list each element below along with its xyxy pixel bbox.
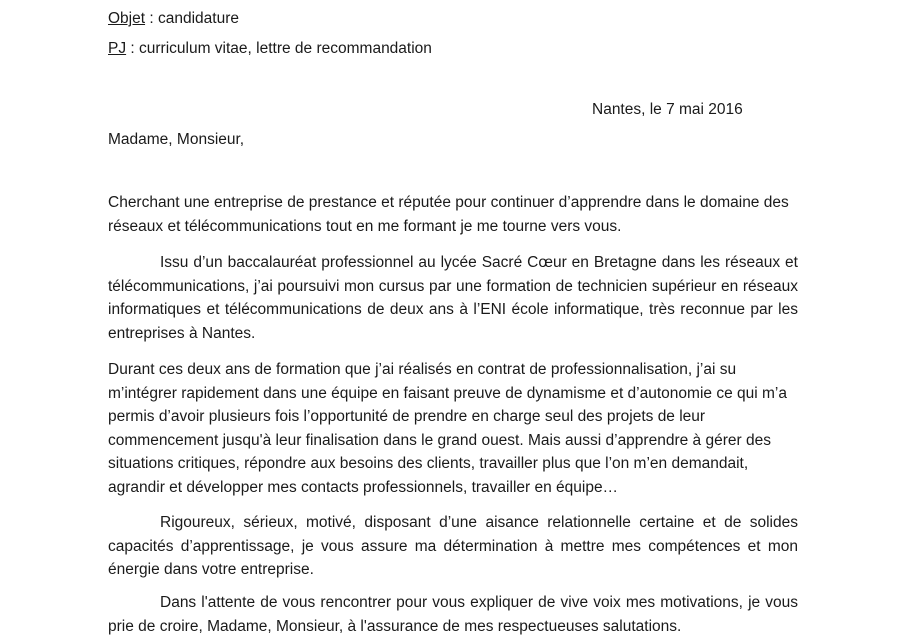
paragraph-2: Issu d’un baccalauréat professionnel au lycée Sacré Cœur en Bretagne dans les réseaux et télécommunications, j’ai poursuivi mon cursus par une formation de technicien supérieur en réseaux informatiques et télécommunications de deux ans à l’ENI école informatique, très reconnue par les entreprises à Nantes. <box>108 254 798 342</box>
objet-label: Objet <box>108 10 146 27</box>
paragraph-3: Durant ces deux ans de formation que j’ai réalisés en contrat de professionnalisation, j’ai su m’intégrer rapidement dans une équipe en faisant preuve de dynamisme et d’autonomie ce qui m’a permis d’avoir plusieurs fois l’opportunité de prendre en charge seul des projets de leur commencement jusqu'à leur finalisation dans le grand ouest. Mais aussi d’apprendre à gérer des situations critiques, répondre aux besoins des clients, travailler plus que l’on m’en demandait, agrandir et développer mes contacts professionnels, travailler en équipe… <box>108 361 787 496</box>
pj-value: : curriculum vitae, lettre de recommandation <box>126 40 432 57</box>
salutation: Madame, Monsieur, <box>108 131 245 148</box>
paragraph-1: Cherchant une entreprise de prestance et réputée pour continuer d’apprendre dans le domaine des réseaux et télécommunications tout en me formant je me tourne vers vous. <box>108 194 789 235</box>
paragraph-5: Dans l'attente de vous rencontrer pour vous expliquer de vive voix mes motivations, je vous prie de croire, Madame, Monsieur, à l'assurance de mes respectueuses salutations. <box>108 594 798 635</box>
place-date: Nantes, le 7 mai 2016 <box>592 101 743 118</box>
pj-label: PJ <box>108 40 127 57</box>
pj-line <box>108 40 432 58</box>
objet-line <box>108 10 239 28</box>
objet-value: : candidature <box>145 10 239 27</box>
paragraph-4: Rigoureux, sérieux, motivé, disposant d’une aisance relationnelle certaine et de solides capacités d’apprentissage, je vous assure ma détermination à mettre mes compétences et mon énergie dans votre entreprise. <box>108 514 798 578</box>
